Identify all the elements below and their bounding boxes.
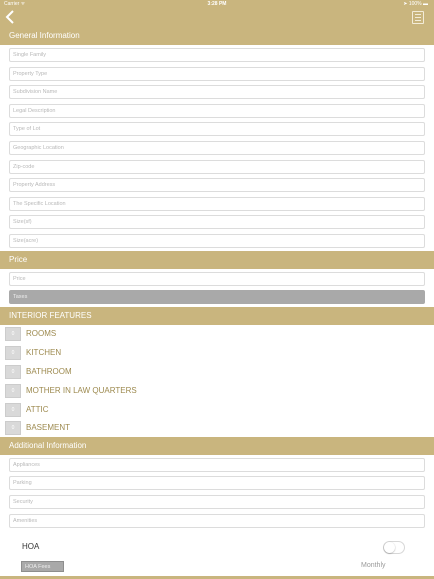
back-button[interactable]: [5, 10, 19, 26]
property-type-field[interactable]: [9, 67, 425, 81]
status-time: 3:28 PM: [207, 1, 227, 7]
size-acre-field[interactable]: [9, 234, 425, 248]
feature-rooms[interactable]: [5, 327, 305, 341]
feature-count-box[interactable]: 0: [5, 384, 21, 398]
legal-description-field[interactable]: [9, 104, 425, 118]
parking-field[interactable]: [9, 476, 425, 490]
section-header-interior: INTERIOR FEATURES: [0, 307, 434, 325]
price-field[interactable]: [9, 272, 425, 286]
battery-indicator: ➤ 100% ▬: [403, 1, 428, 7]
chevron-left-icon: [5, 10, 15, 24]
feature-attic[interactable]: [5, 403, 305, 417]
feature-label: BATHROOM: [26, 367, 72, 376]
property-address-field[interactable]: [9, 178, 425, 192]
hoa-period-selector[interactable]: Monthly: [361, 562, 386, 569]
feature-label: KITCHEN: [26, 348, 62, 357]
hoa-toggle[interactable]: [383, 541, 405, 554]
feature-count-box[interactable]: 0: [5, 346, 21, 360]
subdivision-name-field[interactable]: [9, 85, 425, 99]
feature-count-box[interactable]: 0: [5, 365, 21, 379]
carrier-label: Carrier ᯤ: [4, 1, 26, 7]
document-save-icon[interactable]: [412, 11, 424, 24]
feature-bathroom[interactable]: [5, 365, 305, 379]
specific-location-field[interactable]: [9, 197, 425, 211]
size-sf-field[interactable]: [9, 215, 425, 229]
section-header-general: General Information: [0, 27, 434, 45]
toggle-knob: [384, 542, 395, 553]
feature-mother-in-law-quarters[interactable]: [5, 384, 305, 398]
section-header-additional: Additional Information: [0, 437, 434, 455]
feature-label: ATTIC: [26, 405, 49, 414]
hoa-fees-input[interactable]: [21, 561, 64, 572]
status-bar: [0, 0, 434, 9]
feature-basement[interactable]: [5, 421, 305, 435]
zip-code-field[interactable]: [9, 160, 425, 174]
feature-label: MOTHER IN LAW QUARTERS: [26, 386, 137, 395]
type-of-lot-field[interactable]: [9, 122, 425, 136]
appliances-field[interactable]: [9, 458, 425, 472]
feature-label: ROOMS: [26, 329, 57, 338]
navigation-bar: [0, 9, 434, 27]
geographic-location-field[interactable]: [9, 141, 425, 155]
feature-label: BASEMENT: [26, 423, 71, 432]
feature-kitchen[interactable]: [5, 346, 305, 360]
feature-count-box[interactable]: 0: [5, 327, 21, 341]
feature-count-box[interactable]: 0: [5, 403, 21, 417]
hoa-label: HOA: [22, 542, 40, 551]
section-header-price: Price: [0, 251, 434, 269]
security-field[interactable]: [9, 495, 425, 509]
feature-count-box[interactable]: 0: [5, 421, 21, 435]
taxes-field[interactable]: [9, 290, 425, 304]
single-family-field[interactable]: [9, 48, 425, 62]
amenities-field[interactable]: [9, 514, 425, 528]
